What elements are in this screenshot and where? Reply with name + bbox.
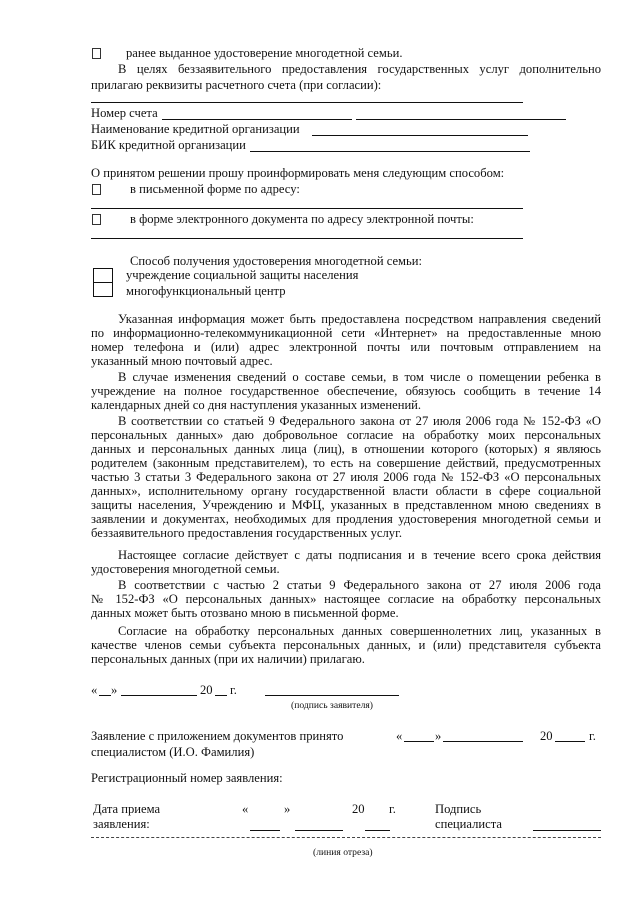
notify-address-line[interactable]: [91, 208, 523, 209]
p6-line-3: персональных данных (при их наличии) прилагаю.: [91, 652, 365, 666]
previous-certificate-label: ранее выданное удостоверение многодетной семьи.: [126, 46, 403, 60]
bic-line[interactable]: [250, 151, 530, 152]
p3-line-3: данных и персональных данных лица (лиц), в отношении которого (которых) я являюсь: [91, 442, 601, 456]
receipt-mfc-label: многофункциональный центр: [126, 284, 286, 298]
receive-year-prefix: 20: [352, 802, 365, 816]
sign-date-close-quote: »: [111, 683, 118, 697]
accepted-line-2: специалистом (И.О. Фамилия): [91, 745, 255, 759]
p5-line-3: данных может быть отозвано мною в письменной форме.: [91, 606, 399, 620]
notify-email-label: в форме электронного документа по адресу электронной почты:: [130, 212, 474, 226]
bank-intro-line-1: В целях беззаявительного предоставления государственных услуг дополнительно: [118, 62, 601, 76]
receive-quote-open: «: [242, 802, 249, 816]
p5-line-1: В соответствии с частью 2 статьи 9 Федерального закона от 27 июля 2006 года: [118, 578, 601, 592]
p3-line-2: персональных данных» даю добровольное согласие на обработку моих персональных: [91, 428, 601, 442]
specialist-sign-label-2: специалиста: [435, 817, 502, 831]
account-number-label: Номер счета: [91, 106, 158, 120]
p3-line-5: частью 3 статьи 3 Федерального закона от 27 июля 2006 года № 152-ФЗ «О персональных: [91, 470, 601, 484]
accepted-quote-open: «: [396, 729, 403, 743]
accepted-year-prefix: 20: [540, 729, 553, 743]
checkbox-notify-written[interactable]: [92, 184, 101, 195]
p4-line-1: Настоящее согласие действует с даты подписания и в течение всего срока действия: [118, 548, 601, 562]
p3-line-7: защиты населения, Учреждению и МФЦ, указанных в представленном мною сведениях в: [91, 498, 601, 512]
account-number-line-1[interactable]: [162, 119, 352, 120]
receive-year-suffix: г.: [389, 802, 396, 816]
accepted-quote-close: »: [435, 729, 442, 743]
p2-line-2: учреждение на полное государственное обеспечение, обязуюсь сообщить в течение 14: [91, 384, 601, 398]
p1-line-4: указанный мною почтовый адрес.: [91, 354, 273, 368]
p1-line-3: номер телефона и (или) адрес электронной почты или почтовым отправлением на: [91, 340, 601, 354]
receive-quote-close: »: [284, 802, 291, 816]
receive-month-line[interactable]: [295, 830, 343, 831]
receipt-social-label: учреждение социальной защиты населения: [126, 268, 359, 282]
p6-line-2: качестве членов семьи субъекта персональных данных, и (или) представителя субъекта: [91, 638, 601, 652]
p2-line-3: календарных дней со дня наступления указанных изменений.: [91, 398, 422, 412]
checkbox-receipt-social[interactable]: [93, 268, 113, 283]
notify-intro: О принятом решении прошу проинформировать меня следующим способом:: [91, 166, 505, 180]
p3-line-4: родителем (законным представителем), то есть на совершение действий, предусмотренных: [91, 456, 601, 470]
sign-month-line[interactable]: [121, 695, 197, 696]
checkbox-notify-email[interactable]: [92, 214, 101, 225]
cut-line-caption: (линия отреза): [313, 847, 373, 858]
p2-line-1: В случае изменения сведений о составе семьи, в том числе о помещении ребенка в: [118, 370, 601, 384]
accepted-year-suffix: г.: [589, 729, 596, 743]
accepted-year-line[interactable]: [555, 741, 585, 742]
p6-line-1: Согласие на обработку персональных данных совершеннолетних лиц, указанных в: [118, 624, 601, 638]
checkbox-previous-certificate[interactable]: [92, 48, 101, 59]
p3-line-1: В соответствии со статьей 9 Федерального закона от 27 июля 2006 года № 152-ФЗ «О: [118, 414, 601, 428]
notify-written-label: в письменной форме по адресу:: [130, 182, 300, 196]
account-number-line-2[interactable]: [356, 119, 566, 120]
p1-line-2: по информационно-телекоммуникационной сети «Интернет» на предоставленные мною: [91, 326, 601, 340]
accepted-month-line[interactable]: [443, 741, 523, 742]
sign-year-suffix: г.: [230, 683, 237, 697]
p3-line-8: заявлении и документах, необходимых для продления удостоверения многодетной семьи и: [91, 512, 601, 526]
accepted-line-1: Заявление с приложением документов принято: [91, 729, 344, 743]
sign-date-open-quote: «: [91, 683, 98, 697]
bic-label: БИК кредитной организации: [91, 138, 246, 152]
specialist-signature-line[interactable]: [533, 830, 601, 831]
cut-line: [91, 837, 601, 838]
sign-year-prefix: 20: [200, 683, 213, 697]
receive-year-line[interactable]: [365, 830, 390, 831]
bank-name-label: Наименование кредитной организации: [91, 122, 300, 136]
applicant-signature-caption: (подпись заявителя): [291, 700, 374, 711]
bank-details-line[interactable]: [91, 102, 523, 103]
receive-date-label-2: заявления:: [93, 817, 150, 831]
registration-number-label: Регистрационный номер заявления:: [91, 771, 283, 785]
p1-line-1: Указанная информация может быть предоставлена посредством направления сведений: [118, 312, 601, 326]
p3-line-9: беззаявительного предоставления государственных услуг.: [91, 526, 402, 540]
specialist-sign-label-1: Подпись: [435, 802, 482, 816]
p5-line-2: № 152-ФЗ «О персональных данных» настоящее согласие на обработку персональных: [91, 592, 601, 606]
checkbox-receipt-mfc[interactable]: [93, 282, 113, 297]
p4-line-2: удостоверения многодетной семьи.: [91, 562, 280, 576]
receive-day-line[interactable]: [250, 830, 280, 831]
applicant-signature-line[interactable]: [265, 695, 399, 696]
p3-line-6: данных», исполнительному органу государственной власти области в сфере социальной: [91, 484, 601, 498]
notify-email-line[interactable]: [91, 238, 523, 239]
bank-intro-line-2: прилагаю реквизиты расчетного счета (при согласии):: [91, 78, 382, 92]
receipt-method-title: Способ получения удостоверения многодетной семьи:: [130, 254, 423, 268]
accepted-day-line[interactable]: [404, 741, 434, 742]
sign-year-line[interactable]: [215, 695, 227, 696]
receive-date-label-1: Дата приема: [93, 802, 161, 816]
sign-day-line[interactable]: [99, 695, 111, 696]
bank-name-line[interactable]: [312, 135, 528, 136]
